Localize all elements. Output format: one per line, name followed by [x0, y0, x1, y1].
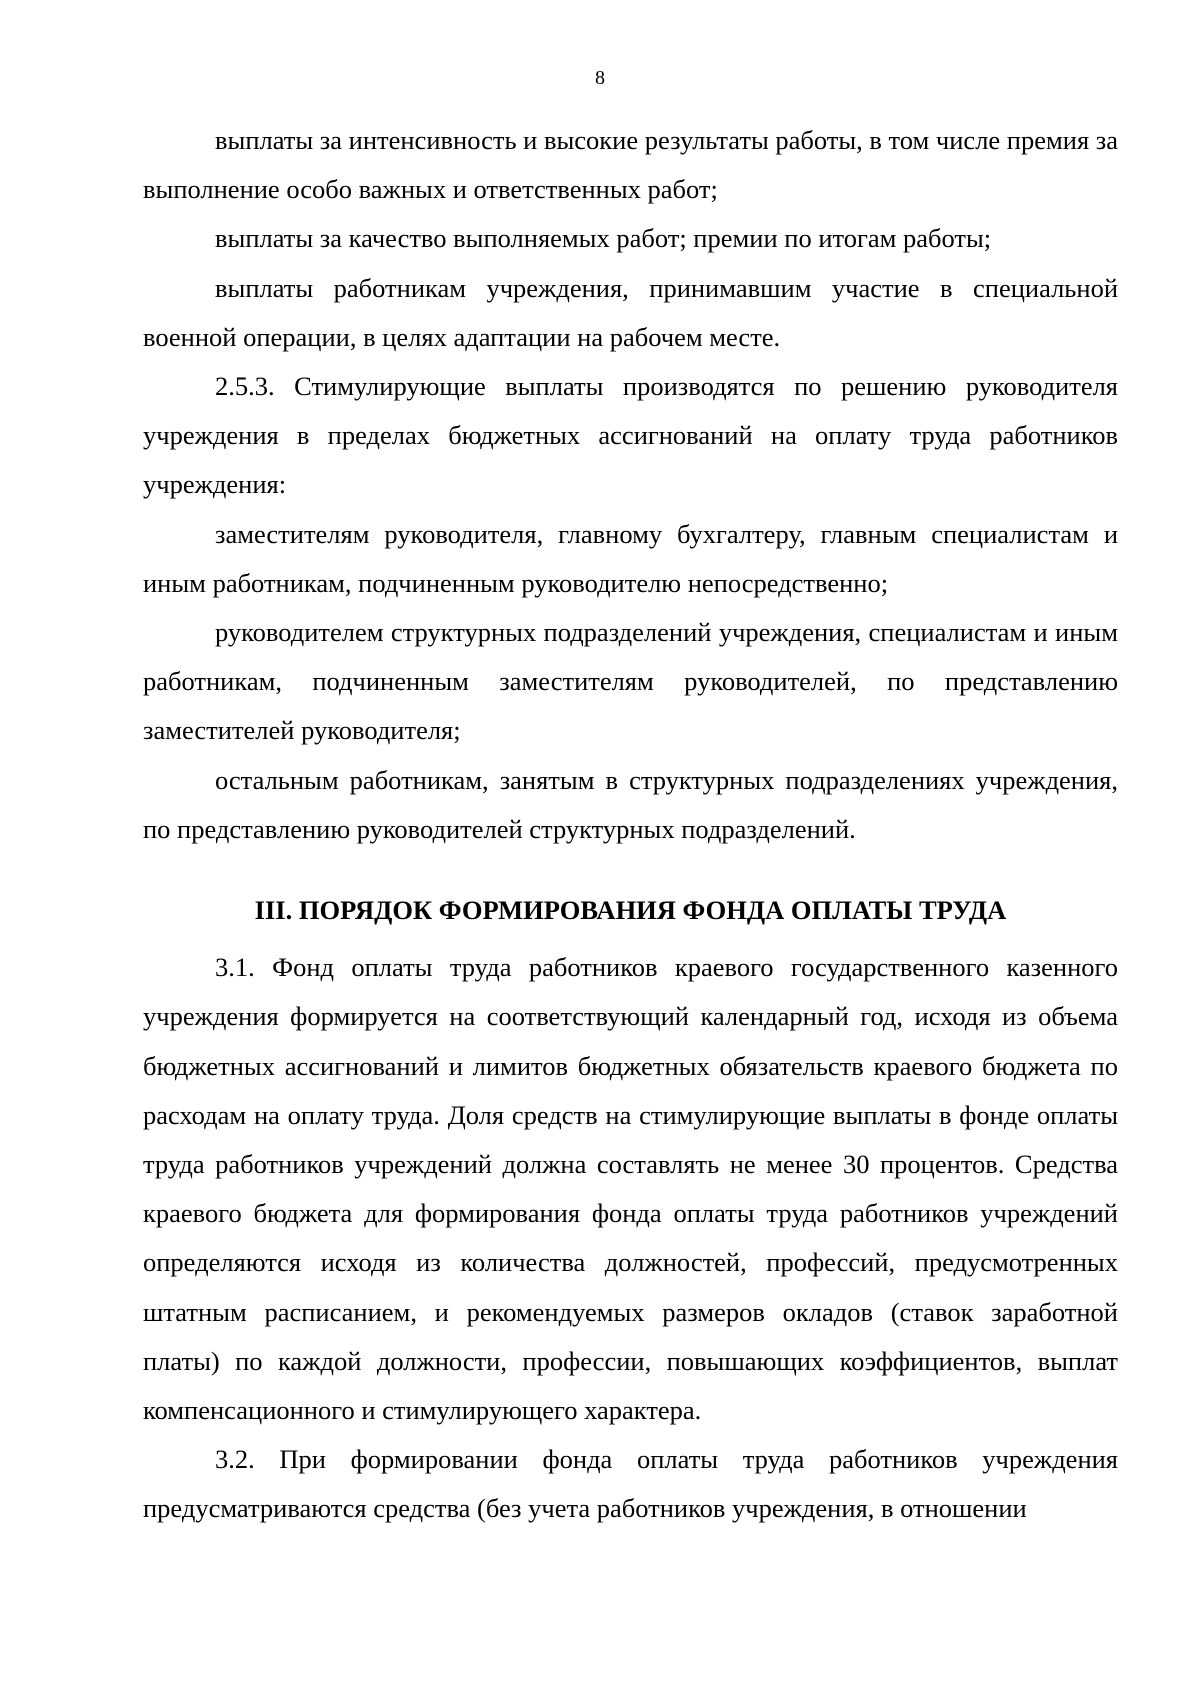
paragraph-svo-payments: выплаты работникам учреждения, принимавшим участие в специальной военной операции, в целях адаптации на рабочем месте. [143, 272, 1118, 352]
paragraph-other-employees: остальным работникам, занятым в структурных подразделениях учреждения, по представлению руководителей структурных подразделений. [143, 764, 1118, 844]
page-number: 8 [595, 67, 605, 89]
paragraph-intensity-payments: выплаты за интенсивность и высокие результаты работы, в том числе премия за выполнение особо важных и ответственных работ; [143, 125, 1118, 205]
paragraph-deputies: заместителям руководителя, главному бухгалтеру, главным специалистам и иным работникам, подчиненным руководителю непосредственно; [143, 518, 1118, 598]
paragraph-2-5-3: 2.5.3. Стимулирующие выплаты производятся по решению руководителя учреждения в пределах бюджетных ассигнований на оплату труда работников учреждения: [143, 371, 1118, 500]
document-body [143, 116, 1118, 1534]
paragraph-3-2: 3.2. При формировании фонда оплаты труда работников учреждения предусматриваются средства (без учета работников учреждения, в отношении [143, 1444, 1118, 1524]
section-heading: III. ПОРЯДОК ФОРМИРОВАНИЯ ФОНДА ОПЛАТЫ ТРУДА [254, 895, 1007, 926]
paragraph-unit-heads: руководителем структурных подразделений учреждения, специалистам и иным работникам, подчиненным заместителям руководителей, по представлению заместителей руководителя; [143, 617, 1118, 746]
paragraph-3-1: 3.1. Фонд оплаты труда работников краевого государственного казенного учреждения формируется на соответствующий календарный год, исходя из объема бюджетных ассигнований и лимитов бюджетных обязательств краевого бюджета по расходам на оплату труда. Доля средств на стимулирующие выплаты в фонде оплаты труда работников учреждений должна составлять не менее 30 процентов. Средства краевого бюджета для формирования фонда оплаты труда работников учреждений определяются исходя из количества должностей, профессий, предусмотренных штатным расписанием, и рекомендуемых размеров окладов (ставок заработной платы) по каждой должности, профессии, повышающих коэффициентов, выплат компенсационного и стимулирующего характера. [143, 952, 1118, 1426]
paragraph-quality-payments: выплаты за качество выполняемых работ; премии по итогам работы; [215, 223, 992, 254]
